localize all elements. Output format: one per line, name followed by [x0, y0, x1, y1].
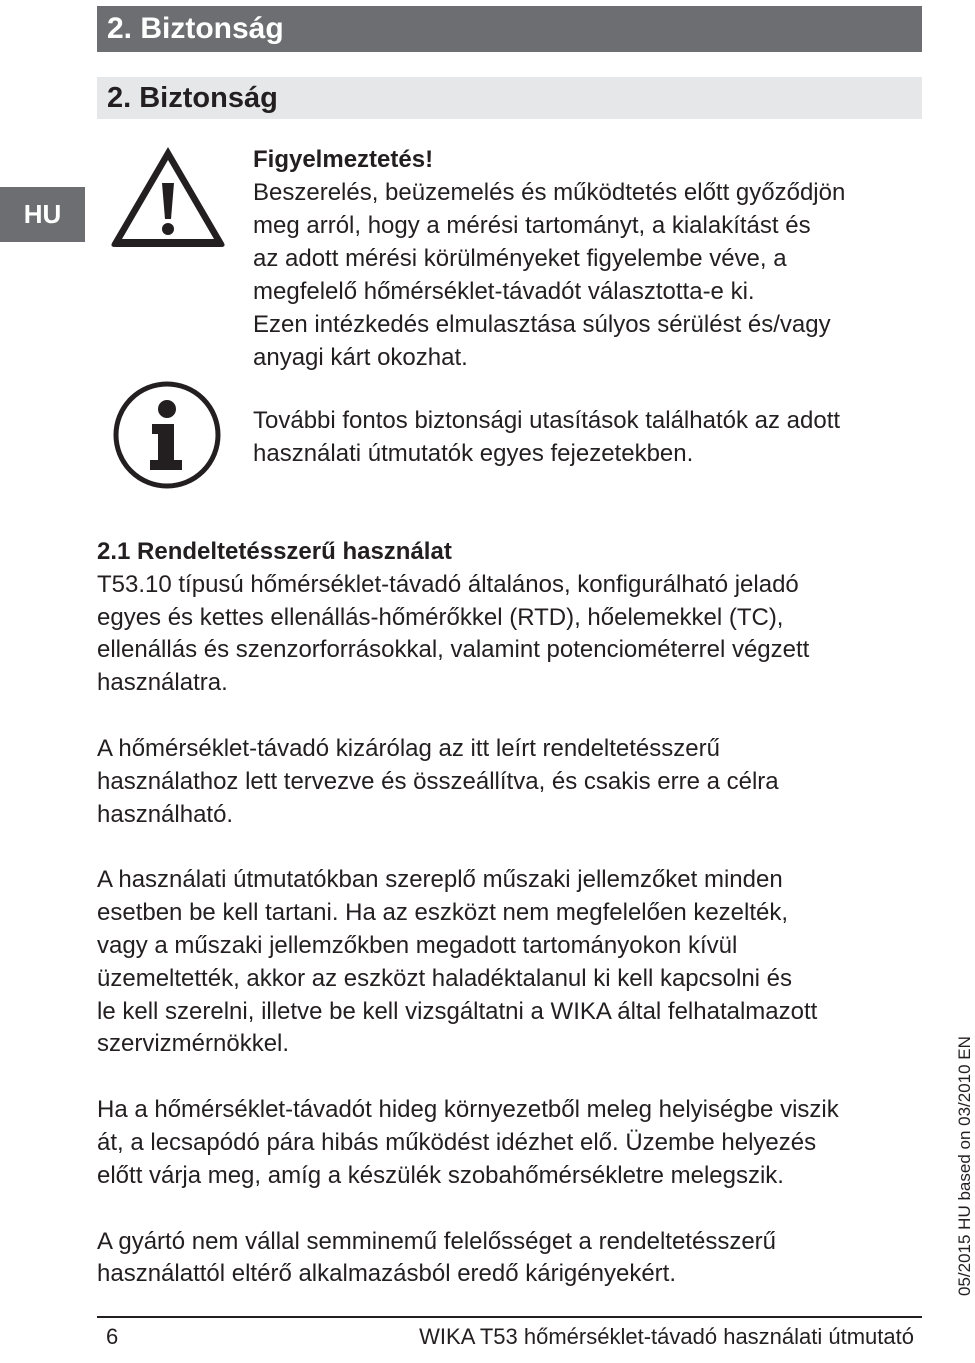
paragraph-specifications: [97, 864, 922, 1061]
section-2-1: [97, 536, 922, 1324]
text-line: egyes és kettes ellenállás-hőmérőkkel (RTD), hőelemekkel (TC),: [97, 603, 784, 631]
section-header-text: 2. Biztonság: [107, 12, 284, 45]
warning-triangle-icon: [108, 143, 228, 249]
paragraph-condensation: [97, 1094, 922, 1192]
section-title: 2. Biztonság: [107, 82, 278, 114]
warning-heading: Figyelmeztetés!: [253, 146, 434, 173]
paragraph-liability: [97, 1226, 922, 1292]
text-line: ellenállás és szenzorforrásokkal, valamint potenciométerrel végzett: [97, 636, 810, 664]
text-line: szervizmérnökkel.: [97, 1030, 290, 1058]
info-line: További fontos biztonsági utasítások találhatók az adott: [253, 407, 841, 434]
text-line: A hőmérséklet-távadó kizárólag az itt leírt rendeltetésszerű: [97, 734, 720, 762]
text-line: át, a lecsapódó pára hibás működést idézhet elő. Üzembe helyezés: [97, 1128, 817, 1156]
page-number: 6: [106, 1324, 119, 1349]
text-line: előtt várja meg, amíg a készülék szobahőmérsékletre melegszik.: [97, 1161, 784, 1189]
warning-block: [253, 143, 933, 374]
info-note: [253, 404, 933, 470]
text-line: T53.10 típusú hőmérséklet-távadó általános, konfigurálható jeladó: [97, 570, 799, 598]
text-line: esetben be kell tartani. Ha az eszközt nem megfelelően kezelték,: [97, 899, 789, 927]
text-line: vagy a műszaki jellemzőkben megadott tartományokon kívül: [97, 931, 738, 959]
text-line: A gyártó nem vállal semminemű felelősséget a rendeltetésszerű: [97, 1227, 777, 1255]
section-header-bar: [97, 6, 922, 52]
language-tab: HU: [0, 187, 85, 242]
warning-line: Ezen intézkedés elmulasztása súlyos sérülést és/vagy: [253, 311, 831, 338]
revision-note: 05/2015 HU based on 03/2010 EN: [955, 1036, 974, 1296]
text-line: használatra.: [97, 669, 228, 697]
section-title-bar: [97, 77, 922, 119]
warning-line: Beszerelés, beüzemelés és működtetés előtt győződjön: [253, 179, 846, 206]
warning-line: megfelelő hőmérséklet-távadót választotta-e ki.: [253, 278, 755, 305]
text-line: használattól eltérő alkalmazásból eredő kárigényekért.: [97, 1260, 676, 1288]
warning-line: az adott mérési körülményeket figyelembe véve, a: [253, 245, 787, 272]
paragraph-intended-use: [97, 569, 922, 700]
paragraph-design-purpose: [97, 733, 922, 831]
footer-divider: [97, 1316, 922, 1318]
warning-line: anyagi kárt okozhat.: [253, 344, 468, 371]
warning-line: meg arról, hogy a mérési tartományt, a kialakítást és: [253, 212, 811, 239]
text-line: üzemeltették, akkor az eszközt haladéktalanul ki kell kapcsolni és: [97, 964, 793, 992]
text-line: használathoz lett tervezve és összeállítva, és csakis erre a célra: [97, 767, 779, 795]
info-circle-icon: [112, 380, 222, 490]
text-line: A használati útmutatókban szereplő műszaki jellemzőket minden: [97, 866, 783, 894]
footer-title: WIKA T53 hőmérséklet-távadó használati útmutató: [419, 1324, 914, 1349]
text-line: Ha a hőmérséklet-távadót hideg környezetből meleg helyiségbe viszik: [97, 1096, 839, 1124]
text-line: használható.: [97, 800, 234, 828]
subsection-heading: 2.1 Rendeltetésszerű használat: [97, 538, 452, 565]
text-line: le kell szerelni, illetve be kell vizsgáltatni a WIKA által felhatalmazott: [97, 997, 818, 1025]
info-line: használati útmutatók egyes fejezetekben.: [253, 440, 694, 467]
